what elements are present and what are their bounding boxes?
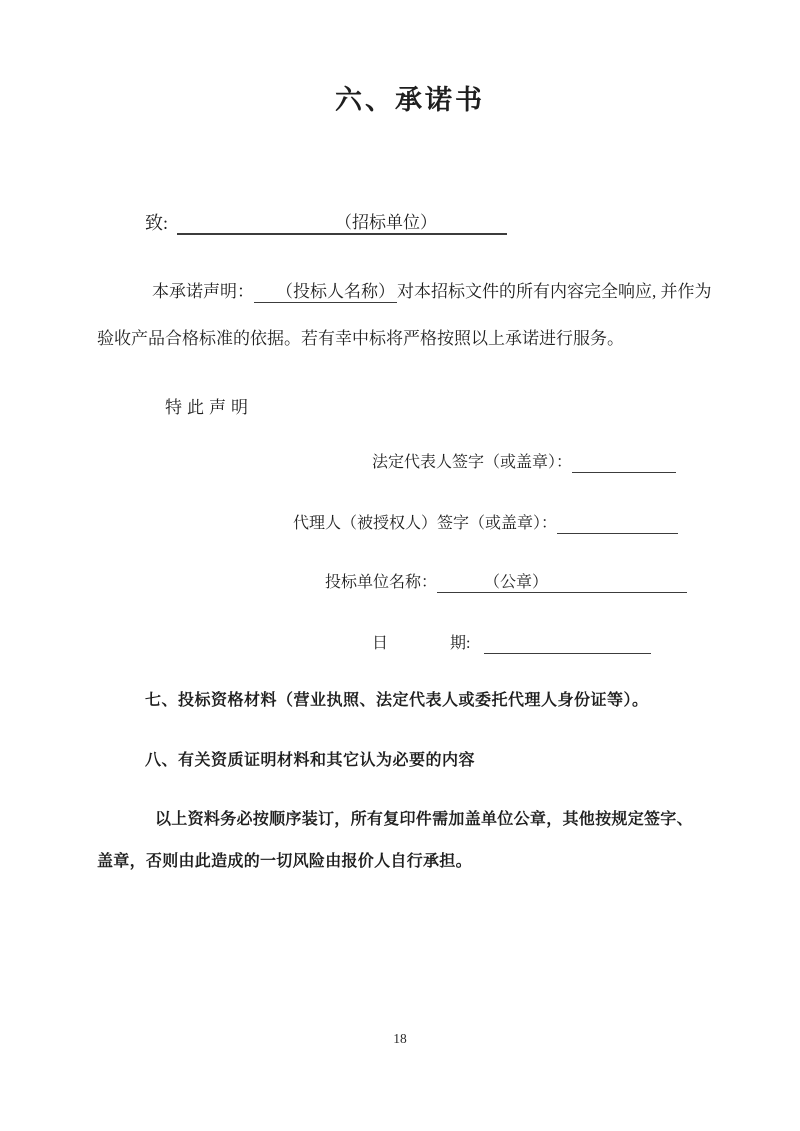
declaration-line-1 xyxy=(152,280,712,303)
page-title xyxy=(0,84,800,116)
legal-rep-signature-row xyxy=(372,452,676,473)
date-label-qi: 期: xyxy=(450,635,471,652)
date-row xyxy=(372,633,651,654)
section-seven-heading: 七、投标资格材料（营业执照、法定代表人或委托代理人身份证等）。 xyxy=(145,692,649,709)
company-name-blank-lead xyxy=(437,572,479,593)
section-eight-heading: 八、有关资质证明材料和其它认为必要的内容 xyxy=(145,752,476,769)
bidder-name-blank: （投标人名称） xyxy=(254,280,397,303)
date-label-day: 日 xyxy=(372,635,389,652)
addressee-blank-underline xyxy=(177,211,335,235)
page-title-text: 六、承诺书 xyxy=(335,85,485,115)
company-name-label: 投标单位名称： xyxy=(325,574,438,591)
declaration-line1-rest: 对本招标文件的所有内容完全响应, 并作为 xyxy=(397,282,712,301)
addressee-label: 致: xyxy=(145,213,169,233)
closing-paragraph-line-2: 盖章，否则由此造成的一切风险由报价人自行承担。 xyxy=(97,853,472,870)
page-number: 18 xyxy=(393,1031,407,1046)
closing-paragraph-line-1: 以上资料务必按顺序装订，所有复印件需加盖单位公章，其他按规定签字、 xyxy=(155,811,693,828)
agent-signature-blank xyxy=(557,513,678,534)
date-blank xyxy=(484,633,651,654)
company-seal-hint: （公章） xyxy=(479,572,553,593)
company-name-blank-tail xyxy=(553,572,687,593)
legal-rep-signature-blank xyxy=(572,452,676,473)
company-name-row xyxy=(325,572,687,593)
declaration-line-2: 验收产品合格标准的依据。若有幸中标将严格按照以上承诺进行服务。 xyxy=(97,329,624,348)
addressee-blank-underline-tail xyxy=(437,211,507,235)
addressee-line xyxy=(145,211,507,235)
declaration-prefix: 本承诺声明： xyxy=(152,282,254,301)
agent-signature-label: 代理人（被授权人）签字（或盖章）： xyxy=(293,515,558,532)
legal-rep-signature-label: 法定代表人签字（或盖章）： xyxy=(372,454,573,471)
addressee-blank-hint: （招标单位） xyxy=(335,211,437,235)
hereby-statement: 特此声明 xyxy=(165,398,253,417)
agent-signature-row xyxy=(293,513,678,534)
